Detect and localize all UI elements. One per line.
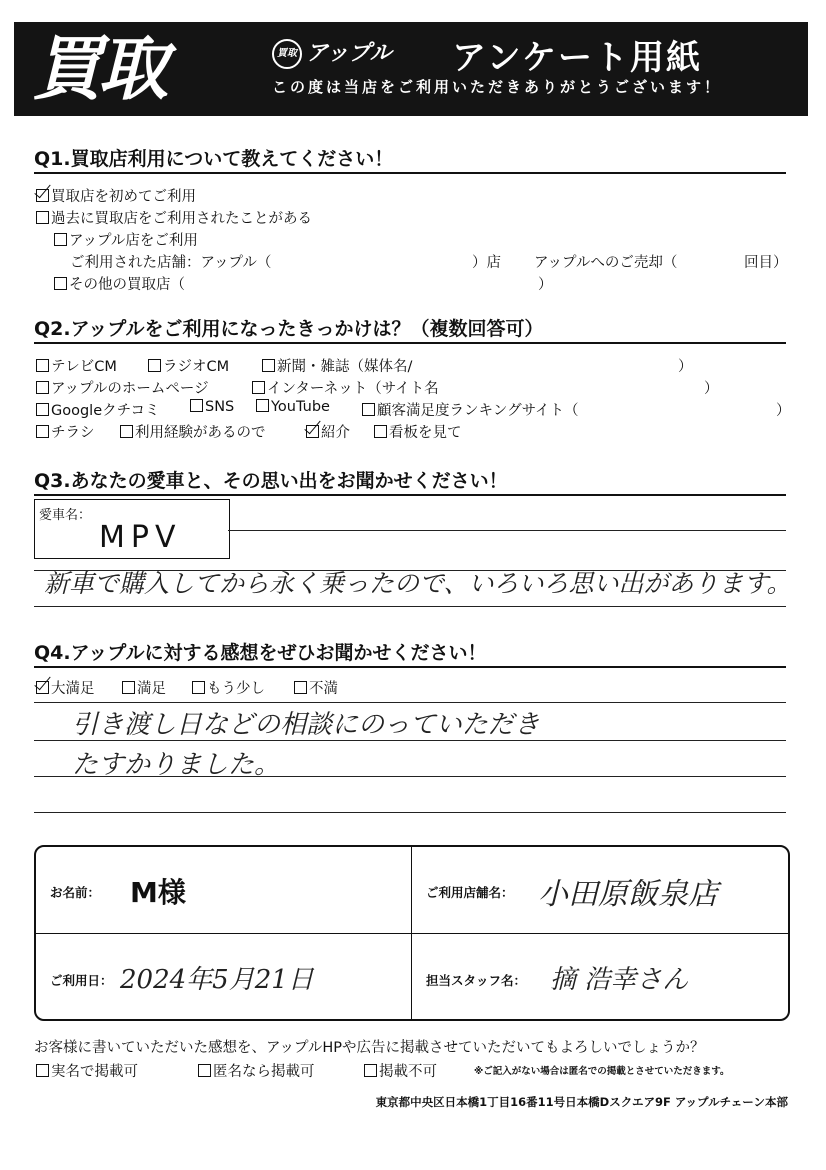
checkbox[interactable] (120, 425, 133, 438)
checkbox[interactable] (256, 399, 269, 412)
q2-option-internet[interactable] (252, 377, 439, 398)
checkbox[interactable] (148, 359, 161, 372)
checkbox[interactable] (36, 1064, 49, 1077)
logo-mark-icon: 買取 (272, 39, 302, 69)
option-label: 紹介 (321, 425, 350, 441)
name-label: お名前： (50, 885, 101, 900)
answer-rule (228, 530, 786, 531)
q3-title: Q3.あなたの愛車と、その思い出をお聞かせください！ (34, 470, 508, 492)
option-label: 過去に買取店をご利用されたことがある (51, 211, 312, 227)
q1-sale-label: アップルへのご売却（ (534, 255, 678, 271)
q4-option-a-bit-more[interactable] (192, 677, 265, 698)
q2-option-signboard[interactable] (374, 421, 462, 442)
q2-title: Q2.アップルをご利用になったきっかけは？（複数回答可） (34, 318, 544, 340)
q2-option-google[interactable] (36, 399, 160, 420)
header-banner (14, 22, 808, 116)
q2-option-tvcm[interactable] (36, 355, 117, 376)
publish-note: ※ご記入がない場合は匿名での掲載とさせていただきます。 (474, 1066, 730, 1077)
answer-rule (34, 606, 786, 607)
q2-option-sns[interactable] (190, 399, 234, 415)
option-label: 匿名なら掲載可 (213, 1064, 315, 1080)
q1-store-suffix: ）店 (472, 255, 501, 271)
q4-title: Q4.アップルに対する感想をぜひお聞かせください！ (34, 642, 487, 664)
option-label: 満足 (137, 681, 166, 697)
checkbox-checked[interactable] (306, 425, 319, 438)
car-name-field[interactable] (34, 499, 230, 559)
q2-option-newspaper[interactable] (262, 355, 412, 376)
company-address: 東京都中央区日本橋1丁目16番11号日本橋Dスクエア9F アップルチェーン本部 (375, 1095, 788, 1109)
form-subtitle: この度は当店をご利用いただきありがとうございます！ (272, 78, 723, 96)
checkbox-checked[interactable] (36, 189, 49, 202)
q2-internet-close: ） (704, 381, 719, 397)
checkbox[interactable] (198, 1064, 211, 1077)
answer-rule (34, 776, 786, 777)
checkbox[interactable] (192, 681, 205, 694)
checkbox[interactable] (362, 403, 375, 416)
header-kaitori-logo: 買取 (32, 28, 164, 110)
answer-rule (34, 812, 786, 813)
q1-other-close: ） (538, 277, 553, 293)
option-label: YouTube (271, 399, 330, 415)
form-title: アンケート用紙 (452, 38, 702, 78)
q2-option-radiocm[interactable] (148, 355, 229, 376)
option-label: 利用経験があるので (135, 425, 266, 441)
date-label: ご利用日： (50, 973, 113, 988)
customer-info-box (34, 845, 790, 1021)
q1-option-past[interactable] (36, 207, 312, 228)
staff-label: 担当スタッフ名： (426, 973, 527, 988)
option-label: ラジオCM (163, 359, 230, 375)
q4-option-satisfied[interactable] (122, 677, 166, 698)
store-name-value: 小田原飯泉店 (538, 877, 718, 912)
q4-underline (34, 666, 786, 668)
car-name-value: MPV (99, 520, 182, 555)
q1-sale-suffix: 回目） (744, 255, 788, 271)
q1-store-label: ご利用された店舗：アップル（ (70, 255, 272, 271)
option-label: チラシ (51, 425, 95, 441)
checkbox-checked[interactable] (36, 681, 49, 694)
q2-option-youtube[interactable] (256, 399, 330, 415)
option-label: 新聞・雑誌（媒体名/ (277, 359, 413, 375)
q2-ranking-close: ） (776, 403, 791, 419)
comment-handwriting-1: 引き渡し日などの相談にのっていただき (72, 710, 540, 740)
q1-option-apple[interactable] (54, 229, 198, 250)
option-label: 不満 (309, 681, 338, 697)
checkbox[interactable] (36, 381, 49, 394)
q2-option-flyer[interactable] (36, 421, 95, 442)
name-value: M様 (130, 876, 186, 909)
q2-newspaper-close: ） (678, 359, 693, 375)
option-label: インターネット（サイト名 (267, 381, 439, 397)
q2-option-experience[interactable] (120, 421, 266, 442)
option-label: Googleクチコミ (51, 403, 160, 419)
checkbox[interactable] (374, 425, 387, 438)
checkbox[interactable] (36, 211, 49, 224)
checkbox[interactable] (122, 681, 135, 694)
checkbox[interactable] (54, 233, 67, 246)
memory-handwriting: 新車で購入してから永く乗ったので、いろいろ思い出があります。 (44, 569, 792, 598)
option-label: 顧客満足度ランキングサイト（ (377, 403, 579, 419)
q1-title: Q1.買取店利用について教えてください！ (34, 148, 394, 170)
q2-option-homepage[interactable] (36, 377, 209, 398)
checkbox[interactable] (252, 381, 265, 394)
comment-handwriting-2: たすかりました。 (72, 750, 281, 780)
q2-option-referral[interactable] (306, 421, 350, 442)
apple-logo (272, 36, 392, 69)
option-label: 買取店を初めてご利用 (51, 189, 196, 205)
q3-underline (34, 494, 786, 496)
option-label: 看板を見て (389, 425, 462, 441)
checkbox[interactable] (36, 403, 49, 416)
option-label: アップルのホームページ (51, 381, 209, 397)
staff-value: 摘 浩幸さん (550, 965, 689, 995)
option-label: アップル店をご利用 (69, 233, 198, 249)
q1-underline (34, 172, 786, 174)
option-label: テレビCM (51, 359, 117, 375)
checkbox[interactable] (262, 359, 275, 372)
q4-option-very-satisfied[interactable] (36, 677, 95, 698)
option-label: 掲載不可 (379, 1064, 437, 1080)
option-label: 大満足 (51, 681, 95, 697)
checkbox[interactable] (364, 1064, 377, 1077)
checkbox[interactable] (294, 681, 307, 694)
checkbox[interactable] (36, 425, 49, 438)
checkbox[interactable] (54, 277, 67, 290)
store-name-label: ご利用店舗名： (426, 885, 514, 900)
option-label: もう少し (207, 681, 265, 697)
publish-option-not-allowed[interactable] (364, 1060, 437, 1081)
publish-option-anonymous[interactable] (198, 1060, 315, 1081)
publish-question: お客様に書いていただいた感想を、アップルHPや広告に掲載させていただいてもよろしいでしょうか？ (34, 1040, 705, 1056)
checkbox[interactable] (190, 399, 203, 412)
q2-option-ranking[interactable] (362, 399, 579, 420)
info-divider-horizontal (36, 933, 788, 934)
publish-option-real-name[interactable] (36, 1060, 138, 1081)
car-name-label: 愛車名： (39, 508, 92, 523)
q2-underline (34, 342, 786, 344)
answer-rule (34, 702, 786, 703)
checkbox[interactable] (36, 359, 49, 372)
q1-option-other[interactable] (54, 273, 185, 294)
logo-text: アップル (306, 41, 392, 66)
option-label: SNS (205, 399, 235, 415)
q4-option-unsatisfied[interactable] (294, 677, 338, 698)
option-label: その他の買取店（ (69, 277, 185, 293)
q1-option-first[interactable] (36, 185, 196, 206)
answer-rule (34, 740, 786, 741)
date-value: 2024年5月21日 (120, 965, 314, 995)
option-label: 実名で掲載可 (51, 1064, 138, 1080)
